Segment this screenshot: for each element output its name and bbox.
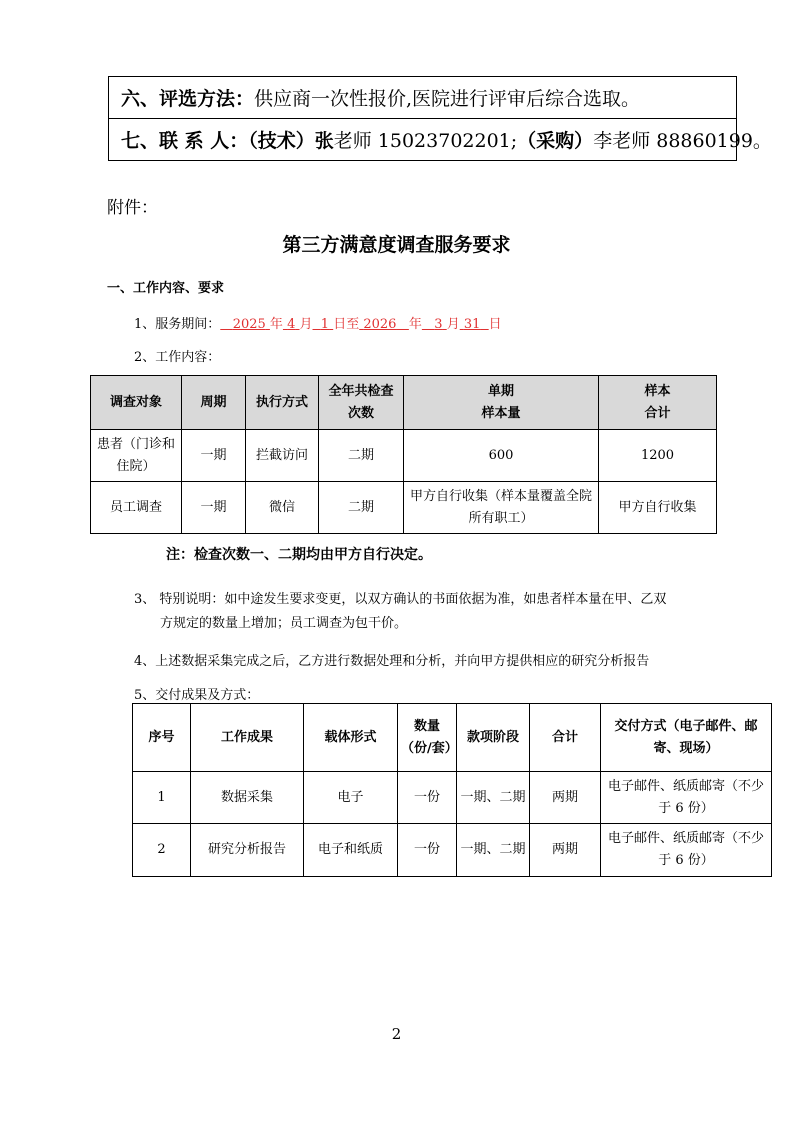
table-cell: 一期、二期 — [457, 772, 530, 824]
table-cell: 一期 — [182, 482, 246, 534]
table-cell: 1 — [133, 772, 191, 824]
survey-table — [90, 375, 717, 534]
start-day: 1 — [320, 317, 330, 332]
table-cell: 二期 — [319, 430, 404, 482]
start-month: 4 — [287, 317, 296, 332]
date-range-to: 日至 — [333, 317, 360, 332]
service-period-dates — [220, 317, 501, 332]
end-month-unit: 月 — [446, 317, 460, 332]
table-cell: 二期 — [319, 482, 404, 534]
table-cell: 一期、二期 — [457, 824, 530, 877]
header-deliverable: 工作成果 — [191, 704, 304, 772]
table-cell: 甲方自行收集 — [599, 482, 717, 534]
table-cell: 电子和纸质 — [304, 824, 398, 877]
page-number: 2 — [391, 1025, 402, 1043]
header-method: 执行方式 — [246, 376, 319, 430]
table-cell: 研究分析报告 — [191, 824, 304, 877]
table-cell: 电子邮件、纸质邮寄（不少于 6 份） — [601, 824, 772, 877]
table-cell: 两期 — [530, 824, 601, 877]
end-day-unit: 日 — [488, 317, 502, 332]
header-index: 序号 — [133, 704, 191, 772]
service-period-prefix: 1、服务期间： — [134, 317, 221, 332]
header-survey-target: 调查对象 — [91, 376, 182, 430]
tech-contact-text: 老师 15023702201; — [333, 130, 518, 152]
table-row — [91, 482, 717, 534]
header-format: 载体形式 — [304, 704, 398, 772]
document-title: 第三方满意度调查服务要求 — [282, 234, 511, 256]
table-cell: 2 — [133, 824, 191, 877]
deliverables-label: 5、交付成果及方式： — [134, 688, 260, 703]
table-cell: 电子 — [304, 772, 398, 824]
table-cell: 一份 — [398, 824, 457, 877]
table-cell: 拦截访问 — [246, 430, 319, 482]
table-cell: 数据采集 — [191, 772, 304, 824]
start-year: 2025 — [232, 317, 266, 332]
header-delivery-method: 交付方式（电子邮件、邮寄、现场） — [601, 704, 772, 772]
special-note-line1: 3、 特别说明：如中途发生要求变更，以双方确认的书面依据为准，如患者样本量在甲、乙双 — [134, 592, 667, 607]
header-sample-total: 样本 合计 — [599, 376, 717, 430]
purchase-contact-text: 李老师 88860199。 — [593, 130, 772, 152]
service-period-line — [134, 313, 502, 332]
header-quantity: 数量（份/套） — [398, 704, 457, 772]
deliverables-table — [132, 703, 772, 877]
table-cell: 员工调查 — [91, 482, 182, 534]
start-month-unit: 月 — [299, 317, 313, 332]
deliverables-table-header — [133, 704, 772, 772]
table-note: 注：检查次数一、二期均由甲方自行决定。 — [166, 547, 432, 563]
end-month: 3 — [434, 317, 443, 332]
table-cell: 患者（门诊和住院） — [91, 430, 182, 482]
table-cell: 1200 — [599, 430, 717, 482]
end-day: 31 — [463, 317, 481, 332]
evaluation-contact-box — [108, 76, 772, 161]
attachment-label: 附件： — [107, 198, 158, 218]
table-cell: 一份 — [398, 772, 457, 824]
header-sample-size: 单期 样本量 — [404, 376, 599, 430]
contact-label: 七、联 系 人：（技术） — [121, 130, 315, 152]
work-content-label: 2、工作内容： — [134, 350, 221, 365]
purchase-contact-label: （采购） — [517, 130, 594, 152]
evaluation-method-row — [109, 77, 736, 118]
table-row — [133, 772, 772, 824]
table-cell: 一期 — [182, 430, 246, 482]
special-note-line2: 方规定的数量上增加；员工调查为包干价。 — [160, 616, 408, 631]
data-processing-note: 4、上述数据采集完成之后，乙方进行数据处理和分析，并向甲方提供相应的研究分析报告 — [134, 654, 650, 669]
evaluation-method-text: 供应商一次性报价,医院进行评审后综合选取。 — [254, 88, 641, 110]
header-payment-stage: 款项阶段 — [457, 704, 530, 772]
table-cell: 电子邮件、纸质邮寄（不少于 6 份） — [601, 772, 772, 824]
table-row — [133, 824, 772, 877]
tech-contact-surname: 张 — [314, 130, 334, 152]
header-annual-checks: 全年共检查 次数 — [319, 376, 404, 430]
header-total: 合计 — [530, 704, 601, 772]
table-cell: 甲方自行收集（样本量覆盖全院所有职工） — [404, 482, 599, 534]
table-cell: 两期 — [530, 772, 601, 824]
table-cell: 微信 — [246, 482, 319, 534]
start-year-unit: 年 — [269, 317, 283, 332]
evaluation-method-label: 六、评选方法： — [121, 88, 255, 110]
survey-table-header — [91, 376, 717, 430]
table-cell: 600 — [404, 430, 599, 482]
end-year-unit: 年 — [408, 317, 422, 332]
contact-row — [109, 118, 772, 160]
header-cycle: 周期 — [182, 376, 246, 430]
end-year: 2026 — [363, 317, 397, 332]
table-row — [91, 430, 717, 482]
section-heading: 一、工作内容、要求 — [107, 281, 225, 296]
